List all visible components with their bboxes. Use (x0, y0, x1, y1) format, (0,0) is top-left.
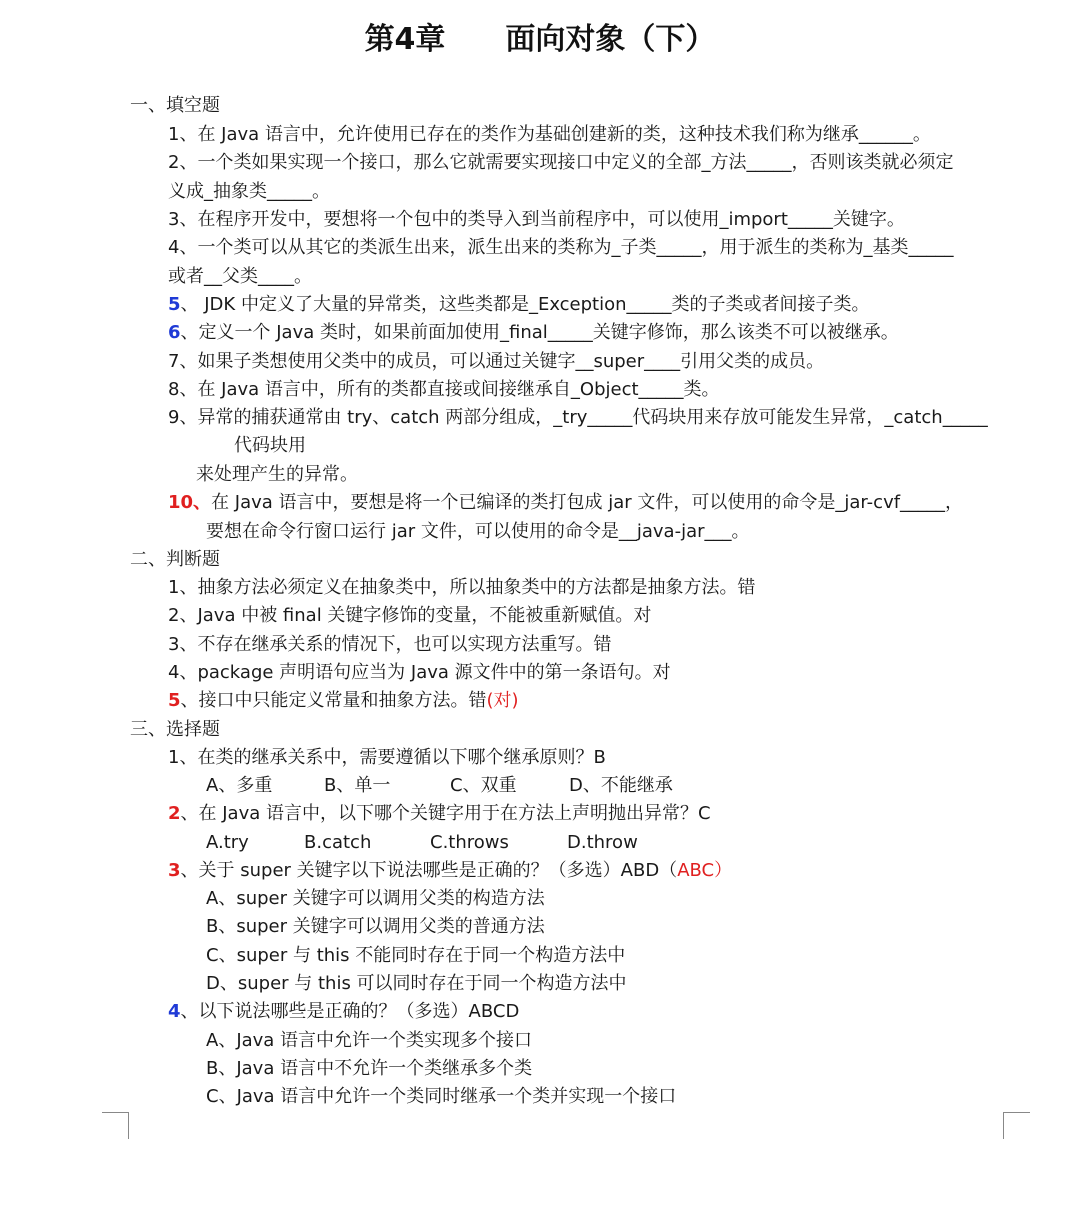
fill-item-6-text: 、定义一个 Java 类时，如果前面加使用_final_____关键字修饰，那么该类不可以被继承。 (180, 322, 899, 343)
fill-item-10-line-1 (168, 491, 963, 515)
fill-item-10-line-2: 要想在命令行窗口运行 jar 文件，可以使用的命令是__java-jar___。 (206, 521, 750, 542)
choice-q3-number: 3 (168, 860, 181, 881)
fill-item-9-line-1: 9、异常的捕获通常由 try、catch 两部分组成，_try_____代码块用来存放可能发生异常，_catch_____ (168, 407, 988, 428)
page-corner-mark-right (1003, 1112, 1030, 1139)
choice-q1-option-c: C、双重 (450, 775, 517, 796)
choice-q1: 1、在类的继承关系中，需要遵循以下哪个继承原则？B (168, 747, 606, 768)
choice-q2-number: 2 (168, 803, 181, 824)
fill-item-1: 1、在 Java 语言中，允许使用已存在的类作为基础创建新的类，这种技术我们称为继承______。 (168, 124, 931, 145)
fill-item-5-text: 、 JDK 中定义了大量的异常类，这些类都是_Exception_____类的子类或者间接子类。 (180, 294, 870, 315)
choice-q3-option-b: B、super 关键字可以调用父类的普通方法 (206, 916, 545, 937)
section-heading-judge: 二、判断题 (130, 549, 220, 570)
judge-item-5-text: 、接口中只能定义常量和抽象方法。错 (180, 690, 487, 711)
choice-q2-option-d: D.throw (567, 832, 638, 853)
choice-q3-option-c: C、super 与 this 不能同时存在于同一个构造方法中 (206, 945, 626, 966)
choice-q1-option-d: D、不能继承 (569, 775, 673, 796)
fill-item-4-line-2: 或者__父类____。 (168, 266, 312, 287)
choice-q2-option-a: A.try (206, 832, 249, 853)
judge-item-5 (168, 689, 519, 713)
choice-q3-option-d: D、super 与 this 可以同时存在于同一个构造方法中 (206, 973, 627, 994)
judge-item-5-number: 5 (168, 690, 181, 711)
choice-q4-option-a: A、Java 语言中允许一个类实现多个接口 (206, 1030, 533, 1051)
choice-q2-option-b: B.catch (304, 832, 372, 853)
choice-q4-option-b: B、Java 语言中不允许一个类继承多个类 (206, 1058, 533, 1079)
fill-item-9-line-3: 来处理产生的异常。 (196, 464, 358, 485)
fill-item-9-line-2: 代码块用 (234, 435, 306, 456)
section-heading-fill: 一、填空题 (130, 95, 220, 116)
fill-item-7: 7、如果子类想使用父类中的成员，可以通过关键字__super____引用父类的成员。 (168, 351, 825, 372)
choice-q4-number: 4 (168, 1001, 181, 1022)
choice-q3-option-a: A、super 关键字可以调用父类的构造方法 (206, 888, 545, 909)
choice-q4-option-c: C、Java 语言中允许一个类同时继承一个类并实现一个接口 (206, 1086, 677, 1107)
choice-q4 (168, 1000, 519, 1024)
fill-item-2-line-2: 义成_抽象类_____。 (168, 181, 330, 202)
judge-item-3: 3、不存在继承关系的情况下，也可以实现方法重写。错 (168, 634, 612, 655)
choice-q3-text: 、关于 super 关键字以下说法哪些是正确的？（多选）ABD（ (180, 860, 678, 881)
judge-item-1: 1、抽象方法必须定义在抽象类中，所以抽象类中的方法都是抽象方法。错 (168, 577, 756, 598)
fill-item-5 (168, 293, 870, 317)
choice-q2-option-c: C.throws (430, 832, 509, 853)
judge-item-5-correction: (对) (486, 690, 519, 711)
fill-item-4-line-1: 4、一个类可以从其它的类派生出来，派生出来的类称为_子类_____，用于派生的类称为_基类_____ (168, 237, 954, 258)
section-heading-choice: 三、选择题 (130, 719, 220, 740)
choice-q1-option-a: A、多重 (206, 775, 273, 796)
choice-q4-text: 、以下说法哪些是正确的？（多选）ABCD (180, 1001, 520, 1022)
judge-item-4: 4、package 声明语句应当为 Java 源文件中的第一条语句。对 (168, 662, 671, 683)
judge-item-2: 2、Java 中被 final 关键字修饰的变量，不能被重新赋值。对 (168, 605, 652, 626)
fill-item-10-number: 10、 (168, 492, 212, 513)
fill-item-10-text: 在 Java 语言中，要想是将一个已编译的类打包成 jar 文件，可以使用的命令是_jar-cvf_____， (211, 492, 964, 513)
choice-q2-text: 、在 Java 语言中，以下哪个关键字用于在方法上声明抛出异常？C (180, 803, 711, 824)
page-title: 第4章 面向对象（下） (364, 22, 716, 57)
choice-q1-option-b: B、单一 (324, 775, 391, 796)
fill-item-3: 3、在程序开发中，要想将一个包中的类导入到当前程序中，可以使用_import_____关键字。 (168, 209, 905, 230)
fill-item-6 (168, 321, 899, 345)
choice-q2 (168, 802, 711, 826)
fill-item-8: 8、在 Java 语言中，所有的类都直接或间接继承自_Object_____类。 (168, 379, 720, 400)
fill-item-5-number: 5 (168, 294, 181, 315)
page-corner-mark-left (102, 1112, 129, 1139)
fill-item-6-number: 6 (168, 322, 181, 343)
choice-q3 (168, 859, 732, 883)
fill-item-2-line-1: 2、一个类如果实现一个接口，那么它就需要实现接口中定义的全部_方法_____，否则该类就必须定 (168, 152, 954, 173)
choice-q3-correction: ABC） (677, 860, 733, 881)
